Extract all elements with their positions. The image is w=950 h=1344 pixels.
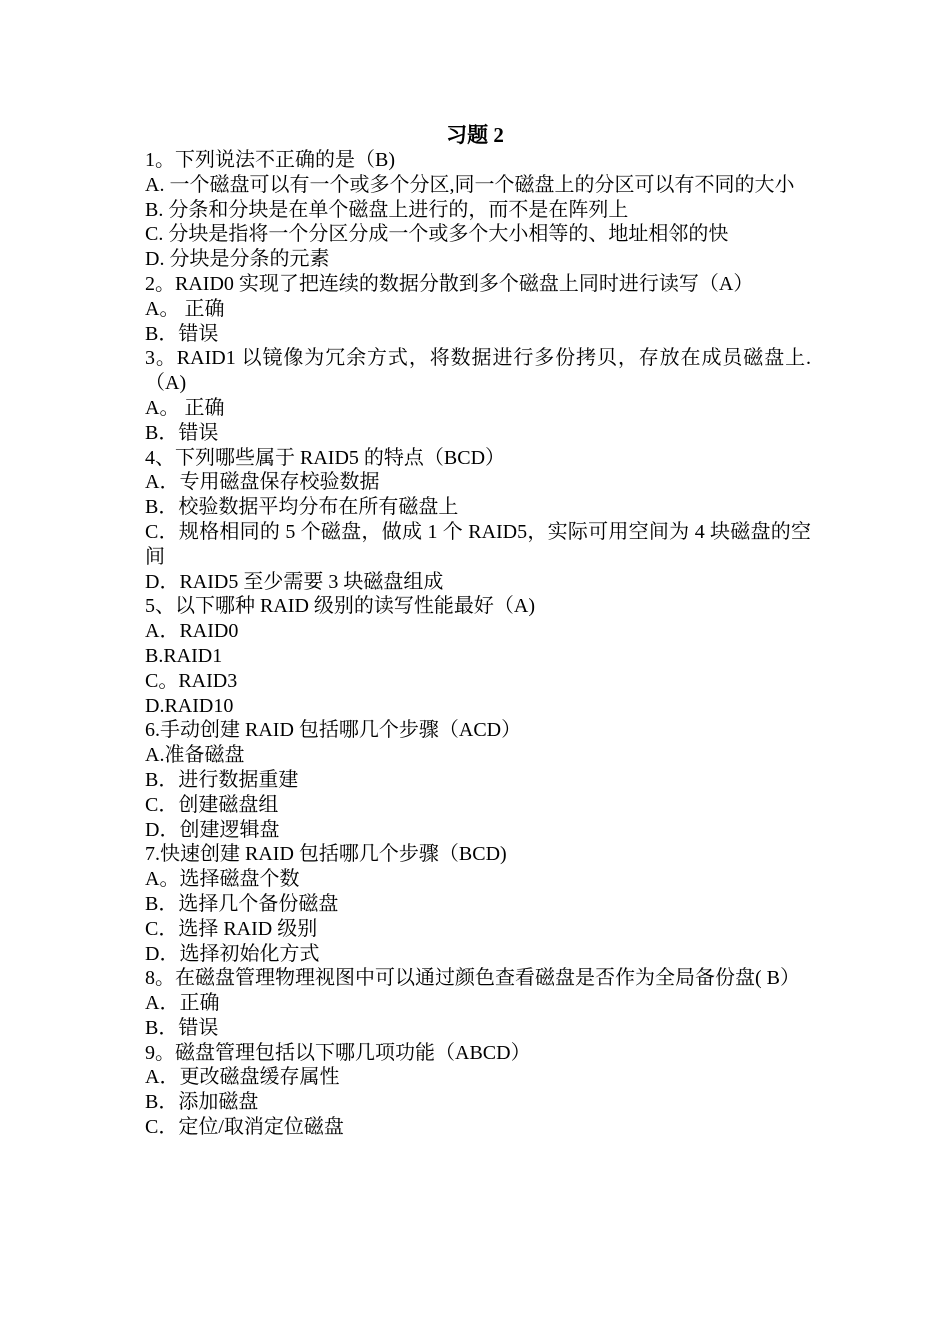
question-stem: 6.手动创建 RAID 包括哪几个步骤（ACD） bbox=[145, 719, 522, 742]
question-option: C．创建磁盘组 bbox=[145, 793, 279, 816]
question-option: A。 正确 bbox=[145, 396, 225, 419]
question-option: D．选择初始化方式 bbox=[145, 942, 320, 965]
question-option: B．选择几个备份磁盘 bbox=[145, 892, 339, 915]
question-5 bbox=[145, 594, 811, 718]
question-option: C. 分块是指将一个分区分成一个或多个大小相等的、地址相邻的快 bbox=[145, 223, 729, 246]
question-option: A．专用磁盘保存校验数据 bbox=[145, 471, 380, 494]
question-6 bbox=[145, 718, 811, 842]
question-option: D．创建逻辑盘 bbox=[145, 818, 280, 841]
question-stem: 9。磁盘管理包括以下哪几项功能（ABCD） bbox=[145, 1041, 531, 1064]
question-option: B．错误 bbox=[145, 322, 219, 345]
question-option: A．更改磁盘缓存属性 bbox=[145, 1066, 340, 1089]
question-option: B. 分条和分块是在单个磁盘上进行的，而不是在阵列上 bbox=[145, 198, 629, 221]
question-option: C．选择 RAID 级别 bbox=[145, 917, 318, 940]
question-stem: 8。在磁盘管理物理视图中可以通过颜色查看磁盘是否作为全局备份盘( B） bbox=[145, 967, 800, 990]
question-option: A．RAID0 bbox=[145, 620, 239, 643]
question-option: B．添加磁盘 bbox=[145, 1091, 259, 1114]
question-stem: 7.快速创建 RAID 包括哪几个步骤（BCD) bbox=[145, 843, 507, 866]
page-title: 习题 2 bbox=[446, 123, 504, 147]
question-9 bbox=[145, 1041, 811, 1140]
question-stem: 2。RAID0 实现了把连续的数据分散到多个磁盘上同时进行读写（A） bbox=[145, 272, 754, 295]
question-2 bbox=[145, 272, 811, 346]
question-stem: 4、下列哪些属于 RAID5 的特点（BCD） bbox=[145, 446, 506, 469]
question-3 bbox=[145, 346, 811, 445]
question-option: B．错误 bbox=[145, 421, 219, 444]
question-option: D. 分块是分条的元素 bbox=[145, 248, 330, 271]
question-list bbox=[145, 148, 811, 1140]
question-stem: 5、以下哪种 RAID 级别的读写性能最好（A) bbox=[145, 595, 535, 618]
question-option: B．进行数据重建 bbox=[145, 768, 299, 791]
question-option: B．错误 bbox=[145, 1016, 219, 1039]
question-4 bbox=[145, 446, 811, 595]
question-option: B.RAID1 bbox=[145, 644, 223, 667]
question-option: A.准备磁盘 bbox=[145, 744, 245, 767]
question-option: A。选择磁盘个数 bbox=[145, 868, 300, 891]
question-option: A。 正确 bbox=[145, 297, 225, 320]
question-1 bbox=[145, 148, 811, 272]
question-option: A. 一个磁盘可以有一个或多个分区,同一个磁盘上的分区可以有不同的大小 bbox=[145, 173, 795, 196]
question-option: B．校验数据平均分布在所有磁盘上 bbox=[145, 496, 459, 519]
question-7 bbox=[145, 842, 811, 966]
question-option: A．正确 bbox=[145, 992, 220, 1015]
question-option: C．规格相同的 5 个磁盘，做成 1 个 RAID5，实际可用空间为 4 块磁盘的空间 bbox=[145, 520, 811, 568]
question-8 bbox=[145, 966, 811, 1040]
question-option: C．定位/取消定位磁盘 bbox=[145, 1116, 344, 1139]
question-stem: 3。RAID1 以镜像为冗余方式，将数据进行多份拷贝，存放在成员磁盘上.（A) bbox=[145, 347, 811, 395]
question-stem: 1。下列说法不正确的是（B) bbox=[145, 149, 395, 171]
question-option: D．RAID5 至少需要 3 块磁盘组成 bbox=[145, 570, 444, 593]
question-option: D.RAID10 bbox=[145, 694, 234, 717]
question-option: C。RAID3 bbox=[145, 669, 238, 692]
